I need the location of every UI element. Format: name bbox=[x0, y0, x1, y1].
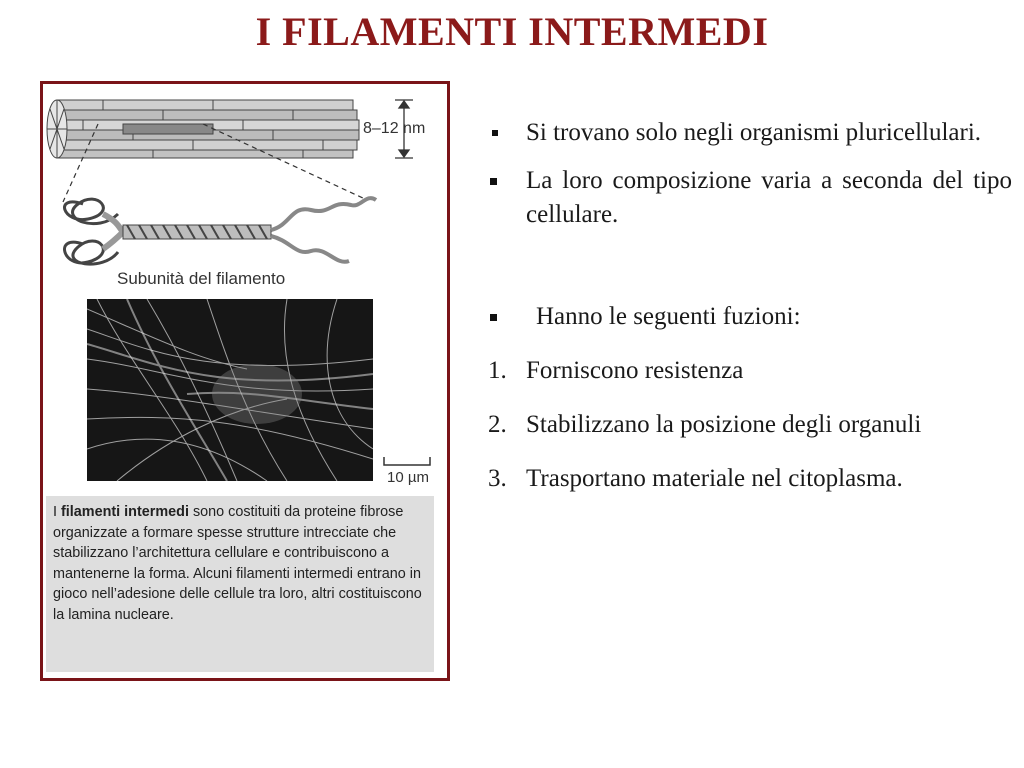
function-item: 1. Forniscono resistenza bbox=[488, 354, 1012, 388]
caption-lead: I bbox=[53, 504, 61, 520]
slide-title: I FILAMENTI INTERMEDI bbox=[255, 9, 769, 54]
square-bullet-icon bbox=[490, 314, 497, 321]
subunit-label: Subunità del filamento bbox=[117, 269, 286, 288]
square-bullet-icon bbox=[490, 178, 497, 185]
filament-subunit bbox=[64, 198, 376, 264]
function-item: 3. Trasportano materiale nel citoplasma. bbox=[488, 462, 1012, 496]
figure-caption bbox=[46, 496, 434, 672]
function-item: 2. Stabilizzano la posizione degli organuli bbox=[488, 408, 1012, 442]
scale-label: 10 µm bbox=[387, 469, 429, 486]
square-bullet-icon bbox=[492, 130, 498, 136]
caption-bold-term: filamenti intermedi bbox=[61, 504, 189, 520]
diameter-label: 8–12 nm bbox=[363, 120, 426, 137]
bullet-item: Si trovano solo negli organismi pluricellulari. bbox=[488, 116, 1012, 150]
filament-bundle bbox=[47, 100, 359, 158]
content-list bbox=[488, 116, 1012, 496]
list-number: 1. bbox=[488, 357, 507, 384]
filament-diagram bbox=[43, 84, 447, 294]
micrograph-image bbox=[87, 299, 373, 481]
caption-text: sono costituiti da proteine fibrose organizzate a formare spesse strutture intrecciate che stabilizzano l’architettura cellulare e contribuiscono a mantenerne la forma. Alcuni filamenti intermedi entrano in gioco nell’adesione delle cellule tra loro, altri costituiscono la lamina nucleare. bbox=[53, 504, 422, 623]
scale-bar bbox=[383, 456, 431, 466]
list-number: 3. bbox=[488, 465, 507, 492]
bullet-item: Hanno le seguenti fuzioni: bbox=[488, 300, 1012, 334]
figure-panel bbox=[40, 81, 450, 681]
bullet-item: La loro composizione varia a seconda del tipo cellulare. bbox=[488, 164, 1012, 232]
list-number: 2. bbox=[488, 411, 507, 438]
